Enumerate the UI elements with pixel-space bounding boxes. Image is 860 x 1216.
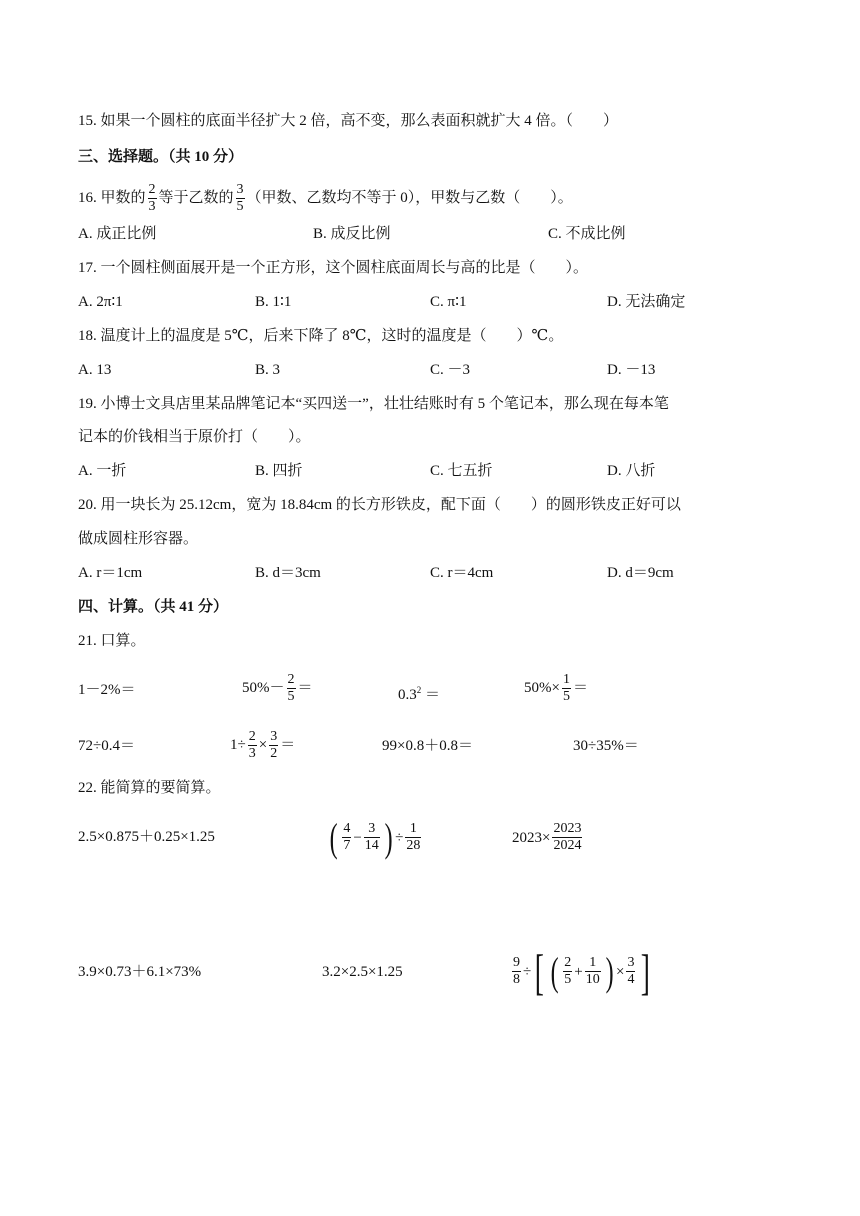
- oral-calc-8: 30÷35%＝: [573, 738, 639, 754]
- fraction: [236, 182, 245, 215]
- option-d: D. d＝9cm: [607, 565, 674, 581]
- numerator: 3: [270, 729, 278, 745]
- denominator: 3: [248, 746, 256, 762]
- numerator: 2: [148, 182, 156, 198]
- expr-text: ＝: [297, 680, 313, 696]
- option-c: C. π∶1: [430, 294, 467, 310]
- q16-suffix: （甲数、乙数均不等于 0），甲数与乙数（ ）。: [246, 190, 573, 206]
- expr-text: ＝: [421, 687, 441, 703]
- fraction: [287, 672, 296, 705]
- left-paren: (: [550, 948, 559, 994]
- option-d: D. 无法确定: [607, 294, 686, 310]
- fraction: [512, 955, 521, 988]
- expr-text: 0.3: [398, 687, 417, 703]
- numerator: 3: [368, 821, 376, 837]
- denominator: 7: [343, 838, 351, 854]
- section-title-choice: 三、选择题。（共 10 分）: [78, 149, 244, 165]
- denominator: 14: [364, 838, 379, 854]
- simplify-calc-3: [512, 814, 584, 861]
- option-c: C. 不成比例: [548, 226, 626, 242]
- question-20-line1: 20. 用一块长为 25.12cm，宽为 18.84cm 的长方形铁皮，配下面（ ）的圆形铁皮正好可以: [78, 497, 681, 513]
- denominator: 5: [236, 199, 244, 215]
- denominator: 3: [148, 199, 156, 215]
- question-17: 17. 一个圆柱侧面展开是一个正方形，这个圆柱底面周长与高的比是（ ）。: [78, 260, 589, 276]
- q16-middle: 等于乙数的: [158, 190, 234, 206]
- option-b: B. 四折: [255, 463, 303, 479]
- fraction: [148, 182, 157, 215]
- question-21-title: 21. 口算。: [78, 633, 146, 649]
- expr-text: ＝: [280, 737, 296, 753]
- question-19-line1: 19. 小博士文具店里某品牌笔记本“买四送一”，壮壮结账时有 5 个笔记本，那么现在每本笔: [78, 396, 669, 412]
- option-c: C. 七五折: [430, 463, 493, 479]
- option-c: C. r＝4cm: [430, 565, 494, 581]
- option-b: B. d＝3cm: [255, 565, 321, 581]
- denominator: 5: [562, 689, 570, 705]
- oral-calc-5: 72÷0.4＝: [78, 738, 135, 754]
- denominator: 28: [406, 838, 421, 854]
- option-d: D. －13: [607, 362, 656, 378]
- numerator: 9: [513, 955, 520, 971]
- option-b: B. 1∶1: [255, 294, 292, 310]
- numerator: 3: [627, 955, 635, 971]
- section-title-calc: 四、计算。（共 41 分）: [78, 599, 229, 615]
- option-a: A. r＝1cm: [78, 565, 143, 581]
- simplify-calc-6: [510, 944, 654, 999]
- fraction: [364, 821, 380, 854]
- question-22-title: 22. 能简算的要简算。: [78, 780, 221, 796]
- question-18: 18. 温度计上的温度是 5℃，后来下降了 8℃，这时的温度是（ ）℃。: [78, 328, 564, 344]
- denominator: 10: [585, 972, 600, 988]
- fraction: [562, 672, 571, 705]
- simplify-calc-5: 3.2×2.5×1.25: [322, 964, 403, 980]
- exponent: 2: [416, 685, 422, 695]
- oral-calc-7: 99×0.8＋0.8＝: [382, 738, 473, 754]
- right-paren: ): [384, 814, 393, 860]
- denominator: 5: [564, 972, 572, 988]
- numerator: 3: [236, 182, 244, 198]
- expr-text: ÷: [523, 963, 532, 980]
- question-16: [78, 180, 573, 216]
- expr-text: 50%－: [242, 680, 285, 696]
- expr-text: −: [353, 829, 362, 846]
- fraction: [269, 729, 278, 762]
- expr-text: +: [574, 963, 583, 980]
- left-bracket: [: [534, 943, 545, 1000]
- numerator: 2023: [553, 821, 582, 837]
- question-15: 15. 如果一个圆柱的底面半径扩大 2 倍，高不变，那么表面积就扩大 4 倍。（ ）: [78, 113, 619, 129]
- numerator: 2: [287, 672, 295, 688]
- option-b: B. 3: [255, 362, 281, 378]
- expr-text: 1÷: [230, 737, 246, 753]
- numerator: 1: [562, 672, 570, 688]
- left-paren: (: [329, 814, 338, 860]
- oral-calc-6: [230, 727, 295, 763]
- numerator: 1: [409, 821, 417, 837]
- expr-text: ×: [616, 963, 625, 980]
- expr-text: 50%×: [524, 680, 560, 696]
- denominator: 2024: [553, 838, 582, 854]
- simplify-calc-1: 2.5×0.875＋0.25×1.25: [78, 829, 215, 845]
- numerator: 1: [589, 955, 597, 971]
- option-a: A. 一折: [78, 463, 127, 479]
- numerator: 2: [248, 729, 256, 745]
- denominator: 2: [270, 746, 278, 762]
- question-20-line2: 做成圆柱形容器。: [78, 531, 199, 547]
- fraction: [248, 729, 257, 762]
- right-paren: ): [605, 948, 614, 994]
- oral-calc-3: [398, 680, 440, 705]
- fraction: [342, 821, 351, 854]
- simplify-calc-4: 3.9×0.73＋6.1×73%: [78, 964, 202, 980]
- numerator: 4: [343, 821, 351, 837]
- option-b: B. 成反比例: [313, 226, 391, 242]
- numerator: 2: [564, 955, 572, 971]
- option-a: A. 2π∶1: [78, 294, 123, 310]
- fraction: [626, 955, 635, 988]
- simplify-calc-2: [327, 814, 423, 861]
- denominator: 4: [627, 972, 635, 988]
- option-a: A. 13: [78, 362, 112, 378]
- option-c: C. －3: [430, 362, 471, 378]
- fraction: [585, 955, 601, 988]
- right-bracket: ]: [641, 943, 651, 1000]
- expr-text: ×: [258, 737, 268, 753]
- expr-text: 2023×: [512, 829, 551, 846]
- denominator: 8: [513, 972, 520, 988]
- denominator: 5: [287, 689, 295, 705]
- fraction: [552, 821, 582, 854]
- oral-calc-2: [242, 670, 313, 706]
- question-19-line2: 记本的价钱相当于原价打（ ）。: [78, 429, 311, 445]
- option-d: D. 八折: [607, 463, 656, 479]
- expr-text: ÷: [395, 829, 404, 846]
- fraction: [405, 821, 421, 854]
- q16-prefix: 16. 甲数的: [78, 190, 146, 206]
- expr-text: ＝: [572, 680, 588, 696]
- option-a: A. 成正比例: [78, 226, 157, 242]
- fraction: [563, 955, 572, 988]
- oral-calc-1: 1－2%＝: [78, 682, 136, 698]
- oral-calc-4: [524, 670, 588, 706]
